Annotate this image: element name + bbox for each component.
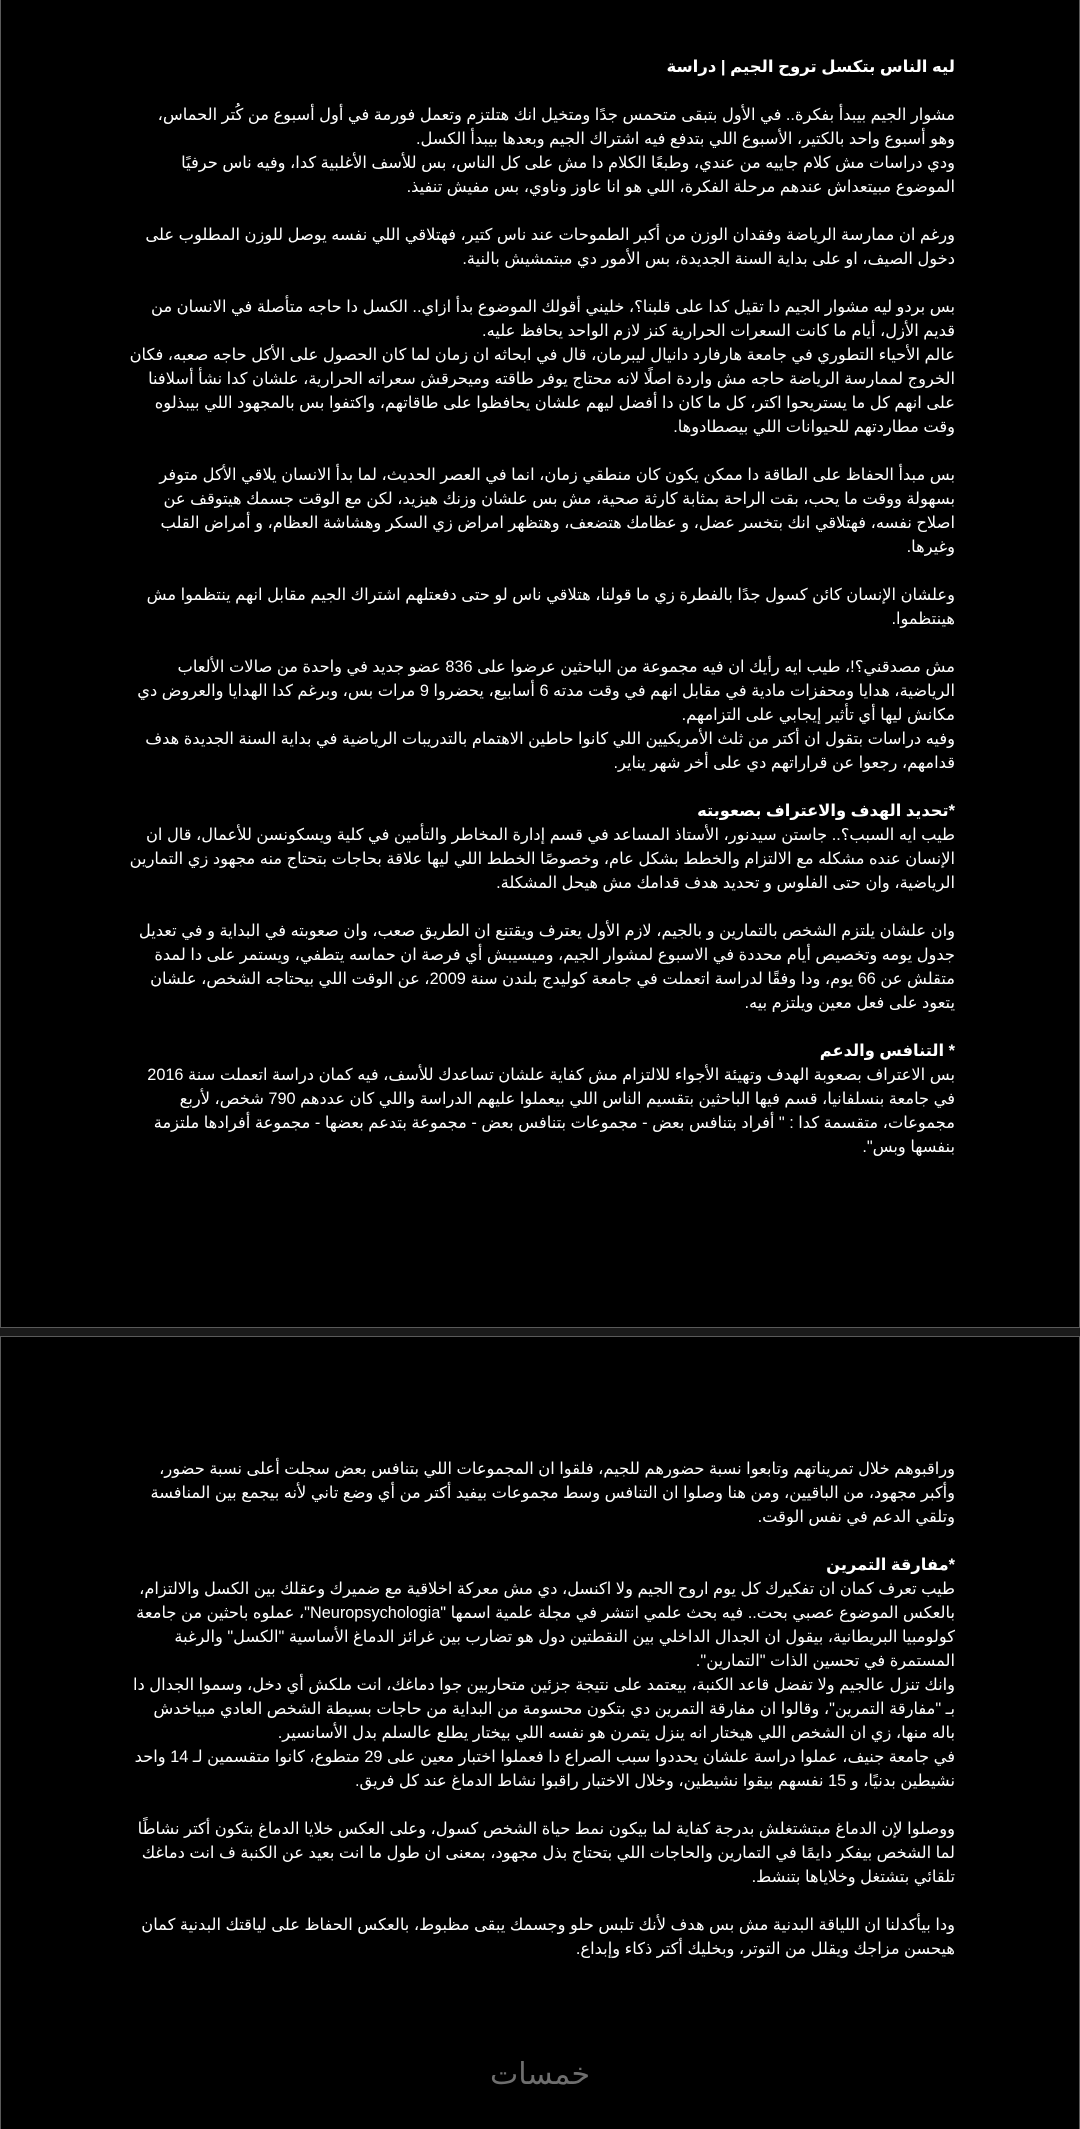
paragraph-text: ودي دراسات مش كلام جاييه من عندي، وطبعًا الكلام دا مش على كل الناس، بس للأسف الأغلبية كدا، وفيه ناس حرفيًا الموضوع مبيتعداش عندهم مرحلة الفكرة، اللي هو انا عاوز وناوي، بس مفيش تنفيذ. [181,154,955,196]
paragraph-block [129,583,955,631]
paragraph-text: ووصلوا لإن الدماغ مبتشتغلش بدرجة كفاية لما بيكون نمط حياة الشخص كسول، وعلى العكس خلايا الدماغ بتكون أكتر نشاطًا لما الشخص بيفكر دايمًا في التمارين والحاجات اللي بتحتاج بذل مجهود، بمعنى ان طول ما انت بعيد عن الكنبة ف انت دماغك تلقائي بتشتغل وخلاياها بتنشط. [137,1820,955,1886]
paragraph-block [129,1817,955,1889]
document-page-2 [0,1336,1080,2129]
paragraph-block [129,223,955,271]
paragraph-text: مشوار الجيم بيبدأ بفكرة.. في الأول بتبقى متحمس جدًا ومتخيل انك هتلتزم وتعمل فورمة في أول أسبوع من كُتر الحماس، وهو أسبوع واحد بالكتير، الأسبوع اللي بتدفع فيه اشتراك الجيم وبعدها بيبدأ الكسل. [157,106,955,148]
page-separator [0,1328,1080,1336]
paragraph-text: ورغم ان ممارسة الرياضة وفقدان الوزن من أكبر الطموحات عند ناس كتير، فهتلاقي اللي نفسه يوصل للوزن المطلوب على دخول الصيف، او على بداية السنة الجديدة، بس الأمور دي مبتمشيش بالنية. [145,226,955,268]
paragraph-text: طيب تعرف كمان ان تفكيرك كل يوم اروح الجيم ولا اكنسل، دي مش معركة اخلاقية مع ضميرك وعقلك بين الكسل والالتزام، بالعكس الموضوع عصبي بحت.. فيه بحث علمي انتشر في مجلة علمية اسمها "Neuropsychologia"، عملوه باحثين من جامعة كولومبيا البريطانية، بيقول ان الجدال الداخلي بين النقطتين دول هو تضارب بين غرائز الدماغ الأساسية "الكسل" والرغبة المستمرة في تحسين الذات "التمارين". [136,1580,955,1670]
paragraph-block [129,919,955,1015]
paragraph-block [129,295,955,439]
paragraph-block [129,655,955,775]
paragraph-text: وعلشان الإنسان كائن كسول جدًا بالفطرة زي ما قولنا، هتلاقي ناس لو حتى دفعتلهم اشتراك الجيم مقابل انهم ينتظموا مش هينتظموا. [146,586,955,628]
khamsat-logo: خمسات [489,2057,591,2092]
section-heading: *تحديد الهدف والاعتراف بصعوبته [697,802,955,820]
page-1-content [129,55,955,1183]
section-heading: *مفارقة التمرين [826,1556,955,1574]
paragraph-block [129,1913,955,1961]
page-2-body [129,1457,955,1961]
paragraph-text: وانك تنزل عالجيم ولا تفضل قاعد الكنبة، بيعتمد على نتيجة جزئين متحاربين جوا دماغك، انت ملكش أي دخل، وسموا الجدال دا بـ "مفارقة التمرين"، وقالوا ان مفارقة التمرين دي بتكون محسومة من البداية من حاجات بسيطة الشخص العادي مبياخدش باله منها، زي ان الشخص اللي هيختار انه ينزل يتمرن هو نفسه اللي بيختار يطلع عالسلم بدل الأسانسير. [132,1676,955,1742]
paragraph-text: وراقبوهم خلال تمريناتهم وتابعوا نسبة حضورهم للجيم، فلقوا ان المجموعات اللي بتنافس بعض سجلت أعلى نسبة حضور، وأكبر مجهود، من الباقيين، ومن هنا وصلوا ان التنافس وسط مجموعات بيفيد أكتر من أي وضع تاني لأنه بيجمع بين المنافسة وتلقي الدعم في نفس الوقت. [150,1460,955,1526]
page-2-content [129,1457,955,1985]
paragraph-block [129,799,955,895]
page-1-body [129,103,955,1159]
paragraph-text: بس بردو ليه مشوار الجيم دا تقيل كدا على قلبنا؟، خليني أقولك الموضوع بدأ ازاي.. الكسل دا حاجه متأصلة في الانسان من قديم الأزل، أيام ما كانت السعرات الحرارية كنز لازم الواحد يحافظ عليه. [151,298,955,340]
paragraph-block [129,1039,955,1159]
paragraph-text: ودا بيأكدلنا ان اللياقة البدنية مش بس هدف لأنك تلبس حلو وجسمك يبقى مظبوط، بالعكس الحفاظ على لياقتك البدنية كمان هيحسن مزاجك ويقلل من التوتر، وبخليك أكتر ذكاء وإبداع. [141,1916,955,1958]
article-title: ليه الناس بتكسل تروح الجيم | دراسة [666,58,955,76]
paragraph-text: مش مصدقني؟!، طيب ايه رأيك ان فيه مجموعة من الباحثين عرضوا على 836 عضو جديد في واحدة من صالات الألعاب الرياضية، هدايا ومحفزات مادية في مقابل انهم في وقت مدته 6 أسابيع، يحضروا 9 مرات بس، وبرغم كدا الهدايا والعروض دي مكانش ليها أي تأثير إيجابي على التزامهم. [137,658,955,724]
paragraph-text: وان علشان يلتزم الشخص بالتمارين و بالجيم، لازم الأول يعترف ويقتنع ان الطريق صعب، وان صعوبته في البداية و في تعديل جدول يومه وتخصيص أيام محددة في الاسبوع لمشوار الجيم، وميسيبش أي فرصة ان حماسه يتطفي، ويستمر على دا لمدة متقلش عن 66 يوم، ودا وفقًا لدراسة اتعملت في جامعة كوليدج بلندن سنة 2009، عن الوقت اللي بيحتاجه الشخص، علشان يتعود على فعل معين ويلتزم بيه. [138,922,955,1012]
paragraph-block [129,463,955,559]
paragraph-text: في جامعة جنيف، عملوا دراسة علشان يحددوا سبب الصراع دا فعملوا اختبار معين على 29 متطوع، كانوا متقسمين لـ 14 واحد نشيطين بدنيًا، و 15 نفسهم بيقوا نشيطين، وخلال الاختبار راقبوا نشاط الدماغ عند كل فريق. [134,1748,955,1790]
paragraph-text: طيب ايه السبب؟.. جاستن سيدنور، الأستاذ المساعد في قسم إدارة المخاطر والتأمين في كلية ويسكونسن للأعمال، قال ان الإنسان عنده مشكله مع الالتزام والخطط بشكل عام، وخصوصًا الخطط اللي ليها علاقة بحاجات بتحتاج منه مجهود زي التمارين الرياضية، وان حتى الفلوس و تحديد هدف قدامك مش هيحل المشكلة. [129,826,955,892]
paragraph-block [129,103,955,199]
paragraph-block [129,1553,955,1793]
paragraph-text: عالم الأحياء التطوري في جامعة هارفارد دانيال ليبرمان، قال في ابحاثه ان زمان لما كان الحصول على الأكل حاجه صعبه، فكان الخروج لممارسة الرياضة حاجه مش واردة اصلًا لانه محتاج يوفر طاقته وميحرقش سعراته الحرارية، علشان كدا نشأ أسلافنا على انهم كل ما يستريحوا اكتر، كل ما كان دا أفضل ليهم علشان يحافظوا على طاقاتهم، واكتفوا بس بالمجهود اللي بيبذلوه وقت مطاردتهم للحيوانات اللي بيصطادوها. [129,346,955,436]
paragraph-block [129,1457,955,1529]
paragraph-text: وفيه دراسات بتقول ان أكتر من ثلث الأمريكيين اللي كانوا حاطين الاهتمام بالتدريبات الرياضية في بداية السنة الجديدة هدف قدامهم، رجعوا عن قراراتهم دي على أخر شهر يناير. [145,730,955,772]
paragraph-text: بس الاعتراف بصعوبة الهدف وتهيئة الأجواء للالتزام مش كفاية علشان تساعدك للأسف، فيه كمان دراسة اتعملت سنة 2016 في جامعة بنسلفانيا، قسم فيها الباحثين بتقسيم الناس اللي بيعملوا عليهم الدراسة واللي كان عددهم 790 شخص، لأربع مجموعات، متقسمة كدا : " أفراد بتنافس بعض - مجموعات بتنافس بعض - مجموعة بتدعم بعضها - مجموعة أفرادها ملتزمة بنفسها وبس". [147,1066,955,1156]
paragraph-text: بس مبدأ الحفاظ على الطاقة دا ممكن يكون كان منطقي زمان، انما في العصر الحديث، لما بدأ الانسان يلاقي الأكل متوفر بسهولة ووقت ما يحب، بقت الراحة بمثابة كارثة صحية، مش بس علشان وزنك هيزيد، لكن مع الوقت جسمك هيتوقف عن اصلاح نفسه، فهتلاقي انك بتخسر عضل، و عظامك هتضعف، وهتظهر امراض زي السكر وهشاشة العظام، و أمراض القلب وغيرها. [159,466,955,556]
section-heading: * التنافس والدعم [819,1042,955,1060]
